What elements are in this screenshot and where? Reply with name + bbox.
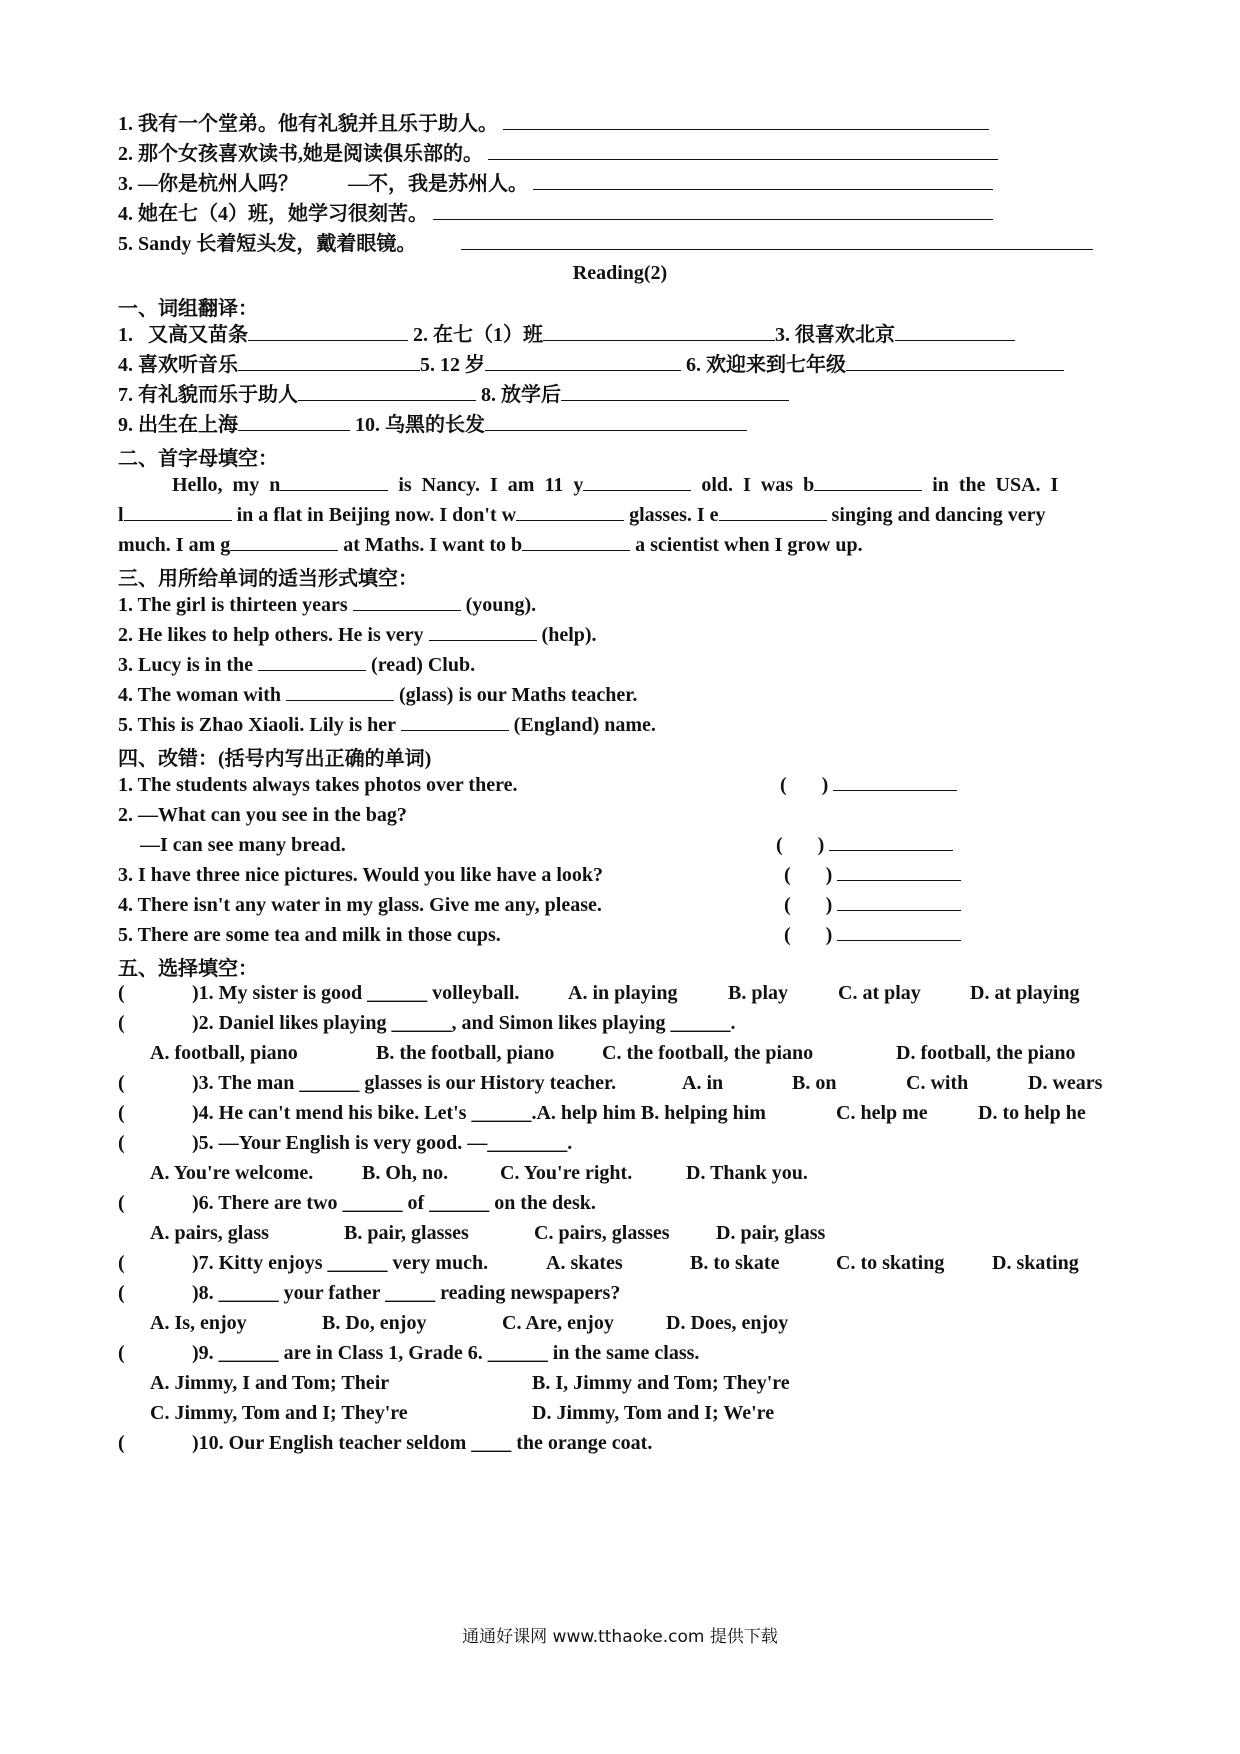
option-c: C. Jimmy, Tom and I; They're (150, 1402, 408, 1424)
answer-blank[interactable] (516, 502, 624, 521)
error-item-4: 4. There isn't any water in my glass. Give me any, please. (118, 894, 602, 916)
question-text: 5. This is Zhao Xiaoli. Lily is her (118, 714, 396, 736)
error-item-3: 3. I have three nice pictures. Would you like have a look? (118, 864, 604, 886)
answer-blank[interactable] (837, 922, 961, 941)
error-answer-3 (784, 862, 961, 887)
cloze-text: is Nancy. I am 11 y (398, 474, 584, 496)
question-text: 1. The girl is thirteen years (118, 594, 348, 616)
answer-blank[interactable] (719, 502, 827, 521)
option-d: D. Jimmy, Tom and I; We're (532, 1402, 775, 1424)
section-heading-3: 三、用所给单词的适当形式填空： (118, 568, 418, 590)
answer-paren[interactable]: ( (118, 1072, 125, 1094)
mc-question-10: )10. Our English teacher seldom ____ the orange coat. (192, 1432, 653, 1454)
phrase: 6. 欢迎来到七年级 (686, 354, 846, 376)
option-d: D. Thank you. (686, 1162, 808, 1184)
mc-question-1: )1. My sister is good ______ volleyball. (192, 982, 520, 1004)
option-d: D. football, the piano (896, 1042, 1076, 1064)
option-c: C. with (906, 1072, 969, 1094)
paren: ( ) (784, 864, 833, 886)
option-b: B. Oh, no. (362, 1162, 449, 1184)
phrase: 2. 在七（1）班 (413, 324, 543, 346)
answer-blank[interactable] (353, 592, 461, 611)
mc-question-2: )2. Daniel likes playing ______, and Simon likes playing ______. (192, 1012, 736, 1034)
phrase: 3. 很喜欢北京 (775, 324, 895, 346)
option-d: D. wears (1028, 1072, 1103, 1094)
answer-blank[interactable] (461, 231, 1093, 250)
paren: ( ) (784, 924, 833, 946)
mc-question-4: )4. He can't mend his bike. Let's ______.A. help him B. helping him (192, 1102, 766, 1124)
sentence-5 (118, 231, 1093, 257)
option-a: A. football, piano (150, 1042, 298, 1064)
answer-blank[interactable] (503, 111, 989, 130)
question-text: 4. The woman with (118, 684, 281, 706)
footer-credit: 通通好课网 www.tthaoke.com 提供下载 (462, 1627, 778, 1647)
section-heading-2: 二、首字母填空： (118, 448, 278, 470)
answer-blank[interactable] (583, 472, 691, 491)
answer-blank[interactable] (488, 141, 998, 160)
phrase-row-4 (118, 412, 747, 438)
answer-blank[interactable] (401, 712, 509, 731)
cloze-line-2 (118, 502, 1045, 528)
paren: ( ) (784, 894, 833, 916)
section-heading-5: 五、选择填空： (118, 958, 258, 980)
option-b: B. Do, enjoy (322, 1312, 427, 1334)
option-d: D. pair, glass (716, 1222, 826, 1244)
error-answer-1 (780, 772, 957, 797)
sentence-text: 1. 我有一个堂弟。他有礼貌并且乐于助人。 (118, 113, 498, 135)
mc-question-8: )8. ______ your father _____ reading newspapers? (192, 1282, 621, 1304)
answer-blank[interactable] (230, 532, 338, 551)
word-form-5 (118, 712, 656, 738)
option-b: B. play (728, 982, 789, 1004)
option-a: A. pairs, glass (150, 1222, 269, 1244)
answer-blank[interactable] (814, 472, 922, 491)
answer-blank[interactable] (543, 322, 775, 341)
answer-paren[interactable]: ( (118, 982, 125, 1004)
cloze-text: old. I was b (701, 474, 815, 496)
hint-word: (help). (541, 624, 597, 646)
answer-blank[interactable] (238, 412, 350, 431)
answer-blank[interactable] (833, 772, 957, 791)
answer-blank[interactable] (280, 472, 388, 491)
phrase: 7. 有礼貌而乐于助人 (118, 384, 298, 406)
phrase: 10. 乌黑的长发 (355, 414, 485, 436)
paren: ( ) (776, 834, 825, 856)
sentence-text: 4. 她在七（4）班，她学习很刻苦。 (118, 203, 428, 225)
option-a: A. Jimmy, I and Tom; Their (150, 1372, 390, 1394)
phrase: 4. 喜欢听音乐 (118, 354, 238, 376)
answer-paren[interactable]: ( (118, 1342, 125, 1364)
sentence-1 (118, 111, 989, 137)
option-b: B. to skate (690, 1252, 780, 1274)
option-a: A. in (682, 1072, 724, 1094)
paren: ( ) (780, 774, 829, 796)
phrase-row-1 (118, 322, 1015, 348)
sentence-4 (118, 201, 993, 227)
mc-question-5: )5. —Your English is very good. —________. (192, 1132, 573, 1154)
cloze-text: Hello, my n (172, 474, 281, 496)
answer-paren[interactable]: ( (118, 1282, 125, 1304)
phrase-row-2 (118, 352, 1064, 378)
answer-blank[interactable] (248, 322, 408, 341)
answer-blank[interactable] (846, 352, 1064, 371)
option-a: A. Is, enjoy (150, 1312, 247, 1334)
word-form-4 (118, 682, 637, 708)
option-c: C. pairs, glasses (534, 1222, 670, 1244)
section-heading-4: 四、改错：(括号内写出正确的单词) (118, 748, 432, 770)
error-item-2: 2. —What can you see in the bag? (118, 804, 407, 826)
answer-blank[interactable] (561, 382, 789, 401)
answer-blank[interactable] (238, 352, 420, 371)
option-c: C. the football, the piano (602, 1042, 814, 1064)
question-text: 3. Lucy is in the (118, 654, 254, 676)
word-form-1 (118, 592, 536, 618)
option-d: D. at playing (970, 982, 1080, 1004)
cloze-text: glasses. I e (629, 504, 719, 526)
question-text: 2. He likes to help others. He is very (118, 624, 424, 646)
hint-word: (glass) is our Maths teacher. (399, 684, 638, 706)
option-c: C. to skating (836, 1252, 945, 1274)
mc-question-9: )9. ______ are in Class 1, Grade 6. ______ in the same class. (192, 1342, 700, 1364)
error-item-5: 5. There are some tea and milk in those cups. (118, 924, 501, 946)
option-c: C. You're right. (500, 1162, 633, 1184)
cloze-text: a scientist when I grow up. (635, 534, 863, 556)
answer-blank[interactable] (258, 652, 366, 671)
option-c: C. help me (836, 1102, 928, 1124)
option-d: D. skating (992, 1252, 1079, 1274)
answer-blank[interactable] (829, 832, 953, 851)
answer-blank[interactable] (895, 322, 1015, 341)
sentence-2 (118, 141, 998, 167)
option-d: D. to help he (978, 1102, 1086, 1124)
answer-blank[interactable] (124, 502, 232, 521)
cloze-text: much. I am g (118, 534, 231, 556)
hint-word: (young). (465, 594, 537, 616)
hint-word: (read) Club. (371, 654, 476, 676)
answer-paren[interactable]: ( (118, 1012, 125, 1034)
option-b: B. on (792, 1072, 837, 1094)
answer-paren[interactable]: ( (118, 1252, 125, 1274)
sentence-3 (118, 171, 993, 197)
cloze-text: at Maths. I want to b (343, 534, 523, 556)
answer-blank[interactable] (837, 862, 961, 881)
cloze-line-1 (172, 472, 1058, 498)
answer-blank[interactable] (837, 892, 961, 911)
cloze-line-3 (118, 532, 863, 558)
answer-blank[interactable] (533, 171, 993, 190)
phrase-row-3 (118, 382, 789, 408)
hint-word: (England) name. (513, 714, 656, 736)
answer-paren[interactable]: ( (118, 1432, 125, 1454)
word-form-3 (118, 652, 475, 678)
answer-blank[interactable] (485, 352, 681, 371)
answer-blank[interactable] (433, 201, 993, 220)
phrase: 5. 12 岁 (420, 354, 485, 376)
error-answer-2 (776, 832, 953, 857)
word-form-2 (118, 622, 597, 648)
error-answer-5 (784, 922, 961, 947)
option-b: B. the football, piano (376, 1042, 555, 1064)
cloze-text: singing and dancing very (831, 504, 1046, 526)
cloze-text: in the USA. I (932, 474, 1059, 496)
section-title: Reading(2) (572, 262, 668, 284)
option-a: A. in playing (568, 982, 678, 1004)
sentence-text: 5. Sandy 长着短头发，戴着眼镜。 (118, 233, 417, 255)
mc-question-3: )3. The man ______ glasses is our History teacher. (192, 1072, 617, 1094)
option-b: B. I, Jimmy and Tom; They're (532, 1372, 790, 1394)
error-item-2b: —I can see many bread. (140, 834, 346, 856)
option-b: B. pair, glasses (344, 1222, 469, 1244)
error-item-1: 1. The students always takes photos over there. (118, 774, 518, 796)
mc-question-6: )6. There are two ______ of ______ on the desk. (192, 1192, 596, 1214)
answer-blank[interactable] (485, 412, 747, 431)
phrase: 1. 又高又苗条 (118, 324, 248, 346)
answer-blank[interactable] (298, 382, 476, 401)
answer-blank[interactable] (429, 622, 537, 641)
option-a: A. skates (546, 1252, 623, 1274)
option-c: C. Are, enjoy (502, 1312, 614, 1334)
section-heading-1: 一、词组翻译： (118, 298, 258, 320)
phrase: 8. 放学后 (481, 384, 561, 406)
error-answer-4 (784, 892, 961, 917)
mc-question-7: )7. Kitty enjoys ______ very much. (192, 1252, 489, 1274)
sentence-text: 3. —你是杭州人吗？ —不，我是苏州人。 (118, 173, 528, 195)
answer-paren[interactable]: ( (118, 1132, 125, 1154)
answer-blank[interactable] (286, 682, 394, 701)
sentence-text: 2. 那个女孩喜欢读书,她是阅读俱乐部的。 (118, 143, 483, 165)
answer-paren[interactable]: ( (118, 1102, 125, 1124)
answer-paren[interactable]: ( (118, 1192, 125, 1214)
option-a: A. You're welcome. (150, 1162, 314, 1184)
option-d: D. Does, enjoy (666, 1312, 789, 1334)
cloze-text: l (118, 504, 124, 526)
phrase: 9. 出生在上海 (118, 414, 238, 436)
option-c: C. at play (838, 982, 921, 1004)
answer-blank[interactable] (522, 532, 630, 551)
cloze-text: in a flat in Beijing now. I don't w (236, 504, 517, 526)
